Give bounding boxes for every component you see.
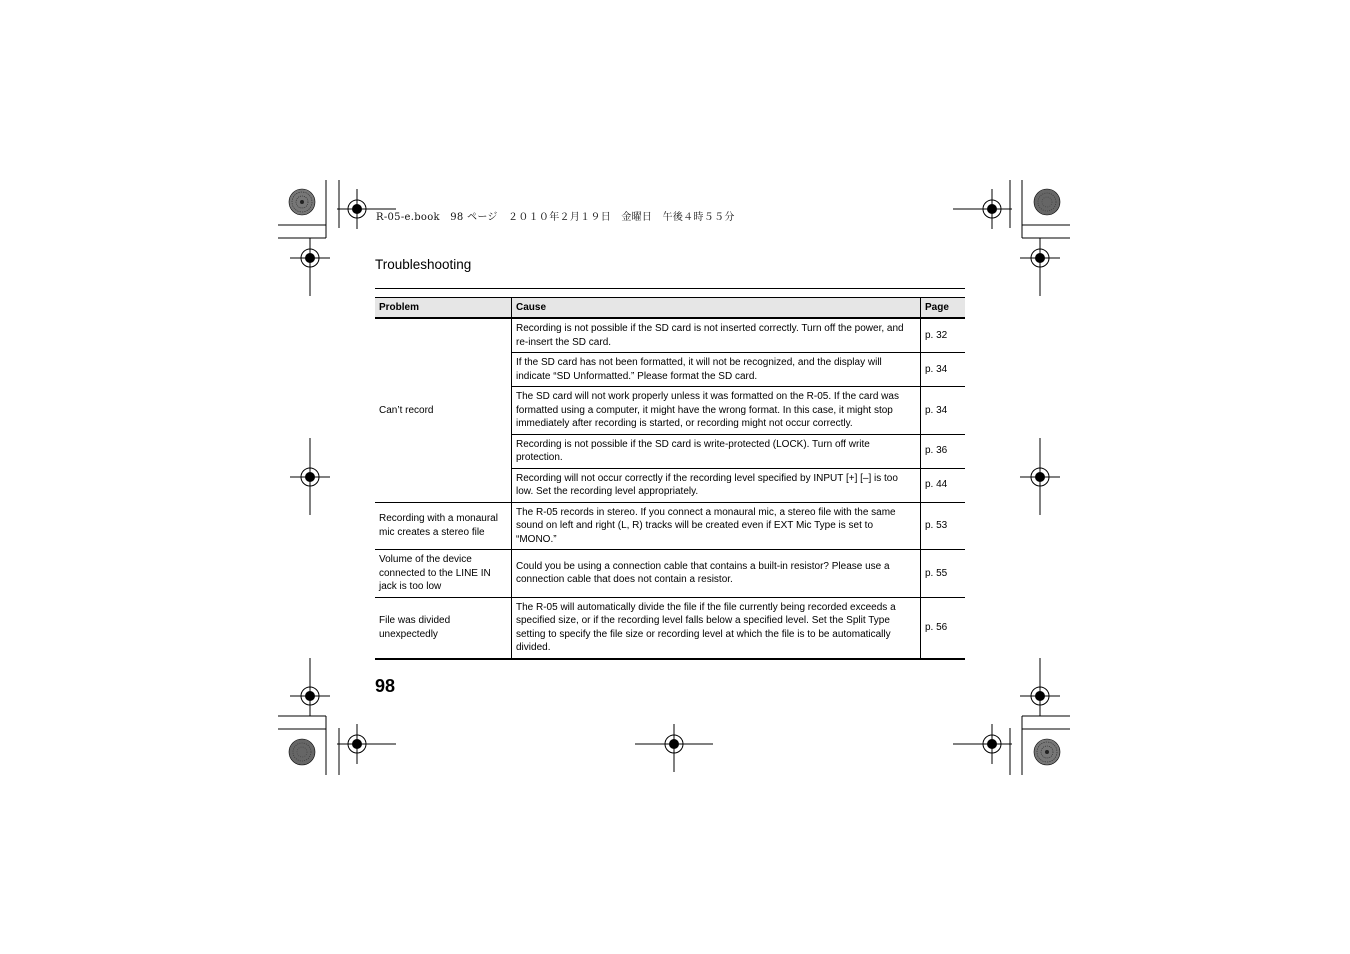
- page-ref-cell: p. 34: [921, 353, 966, 387]
- cause-cell: The R-05 records in stereo. If you connect a monaural mic, a stereo file with the same sound on left and right (L, R) tracks will be created even if EXT Mic Type is set to “MONO.”: [512, 502, 921, 550]
- page-ref-cell: p. 56: [921, 597, 966, 659]
- page-ref-cell: p. 34: [921, 387, 966, 435]
- page-ref-cell: p. 55: [921, 550, 966, 598]
- cause-cell: Recording is not possible if the SD card is not inserted correctly. Turn off the power, and re-insert the SD card.: [512, 318, 921, 353]
- cause-cell: The SD card will not work properly unless it was formatted on the R-05. If the card was formatted using a computer, it might have the wrong format. In this case, it might stop immediately after recording is started, or recording might not occur correctly.: [512, 387, 921, 435]
- page-ref-cell: p. 36: [921, 434, 966, 468]
- cause-cell: Recording will not occur correctly if the recording level specified by INPUT [+] [–] is too low. Set the recording level appropriately.: [512, 468, 921, 502]
- page-ref-cell: p. 44: [921, 468, 966, 502]
- cause-cell: Recording is not possible if the SD card is write-protected (LOCK). Turn off write protection.: [512, 434, 921, 468]
- cause-cell: The R-05 will automatically divide the file if the file currently being recorded exceeds a specified size, or if the recording level falls below a specified level. Set the Split Type setting to specify the file size or recording level at which the file is to be automatically divided.: [512, 597, 921, 659]
- table-row: [375, 318, 965, 353]
- problem-cell: Volume of the device connected to the LINE IN jack is too low: [375, 550, 512, 598]
- table-row: [375, 502, 965, 550]
- section-title: Troubleshooting: [375, 257, 472, 272]
- problem-cell: Can’t record: [375, 318, 512, 502]
- table-row: [375, 597, 965, 659]
- problem-cell: Recording with a monaural mic creates a stereo file: [375, 502, 512, 550]
- page-ref-cell: p. 53: [921, 502, 966, 550]
- cause-cell: Could you be using a connection cable that contains a built-in resistor? Please use a connection cable that does not contain a resistor.: [512, 550, 921, 598]
- print-header-line: R-05-e.book 98 ページ ２０１０年２月１９日 金曜日 午後４時５５分: [376, 212, 735, 223]
- page-number: 98: [375, 676, 396, 696]
- problem-cell: File was divided unexpectedly: [375, 597, 512, 659]
- page-ref-cell: p. 32: [921, 318, 966, 353]
- table-header-row: [375, 298, 965, 319]
- header-cause: Cause: [512, 298, 921, 319]
- header-problem: Problem: [375, 298, 512, 319]
- troubleshooting-table: [375, 297, 965, 660]
- table-row: [375, 550, 965, 598]
- title-rule: [375, 288, 965, 289]
- cause-cell: If the SD card has not been formatted, it will not be recognized, and the display will indicate “SD Unformatted.” Please format the SD card.: [512, 353, 921, 387]
- header-page: Page: [921, 298, 966, 319]
